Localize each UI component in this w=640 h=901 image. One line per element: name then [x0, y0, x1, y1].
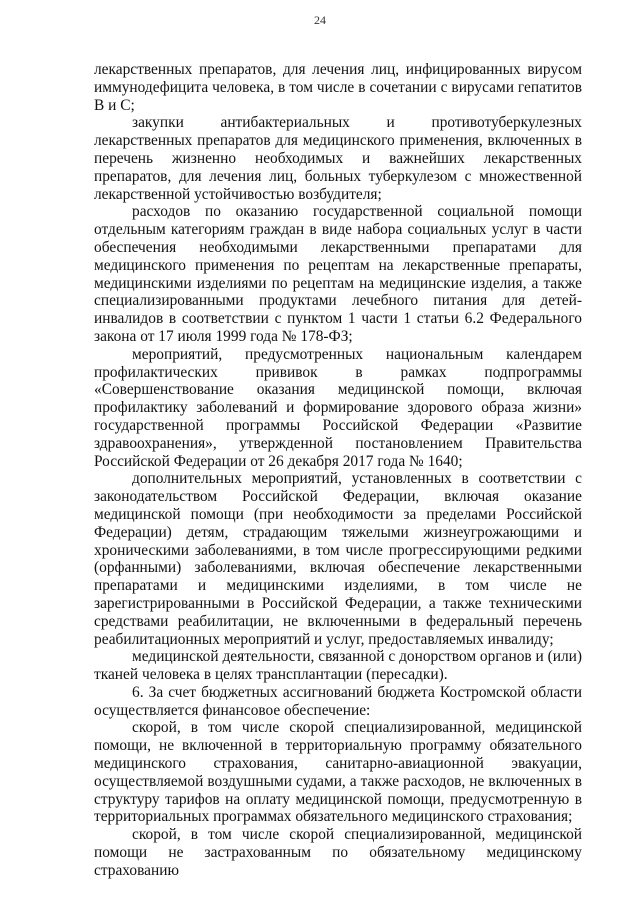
paragraph: дополнительных мероприятий, установленных в соответствии с законодательством Российской Федерации, включая оказание медицинской помощи (при необходимости за пределами Российской Федерации) детям, страдающим тяжелыми жизнеугрожающими и хроническими заболеваниями, в том числе прогрессирующими редкими (орфанными) заболеваниями, включая обеспечение лекарственными препаратами и медицинскими изделиями, в том числе не зарегистрированными в Российской Федерации, а также техническими средствами реабилитации, не включенными в федеральный перечень реабилитационных мероприятий и услуг, предоставляемых инвалиду; [94, 470, 582, 648]
paragraph: закупки антибактериальных и противотуберкулезных лекарственных препаратов для медицинского применения, включенных в перечень жизненно необходимых и важнейших лекарственных препаратов, для лечения лиц, больных туберкулезом с множественной лекарственной устойчивостью возбудителя; [94, 114, 582, 203]
paragraph: скорой, в том числе скорой специализированной, медицинской помощи не застрахованным по обязательному медицинскому страхованию [94, 826, 582, 879]
paragraph: 6. За счет бюджетных ассигнований бюджета Костромской области осуществляется финансовое обеспечение: [94, 683, 582, 719]
page-number: 24 [314, 13, 326, 27]
paragraph: мероприятий, предусмотренных национальным календарем профилактических прививок в рамках подпрограммы «Совершенствование оказания медицинской помощи, включая профилактику заболеваний и формирование здорового образа жизни» государственной программы Российской Федерации «Развитие здравоохранения», утвержденной постановлением Правительства Российской Федерации от 26 декабря 2017 года № 1640; [94, 345, 582, 470]
paragraph: расходов по оказанию государственной социальной помощи отдельным категориям граждан в виде набора социальных услуг в части обеспечения необходимыми лекарственными препаратами для медицинского применения по рецептам на лекарственные препараты, медицинскими изделиями по рецептам на медицинские изделия, а также специализированными продуктами лечебного питания для детей-инвалидов в соответствии с пунктом 1 части 1 статьи 6.2 Федерального закона от 17 июля 1999 года № 178-ФЗ; [94, 203, 582, 345]
paragraph: скорой, в том числе скорой специализированной, медицинской помощи, не включенной в территориальную программу обязательного медицинского страхования, санитарно-авиационной эвакуации, осуществляемой воздушными судами, а также расходов, не включенных в структуру тарифов на оплату медицинской помощи, предусмотренную в территориальных программах обязательного медицинского страхования; [94, 719, 582, 826]
paragraph: лекарственных препаратов, для лечения лиц, инфицированных вирусом иммунодефицита человека, в том числе в сочетании с вирусами гепатитов B и C; [94, 61, 582, 114]
paragraph: медицинской деятельности, связанной с донорством органов и (или) тканей человека в целях трансплантации (пересадки). [94, 648, 582, 684]
document-body [94, 61, 582, 880]
